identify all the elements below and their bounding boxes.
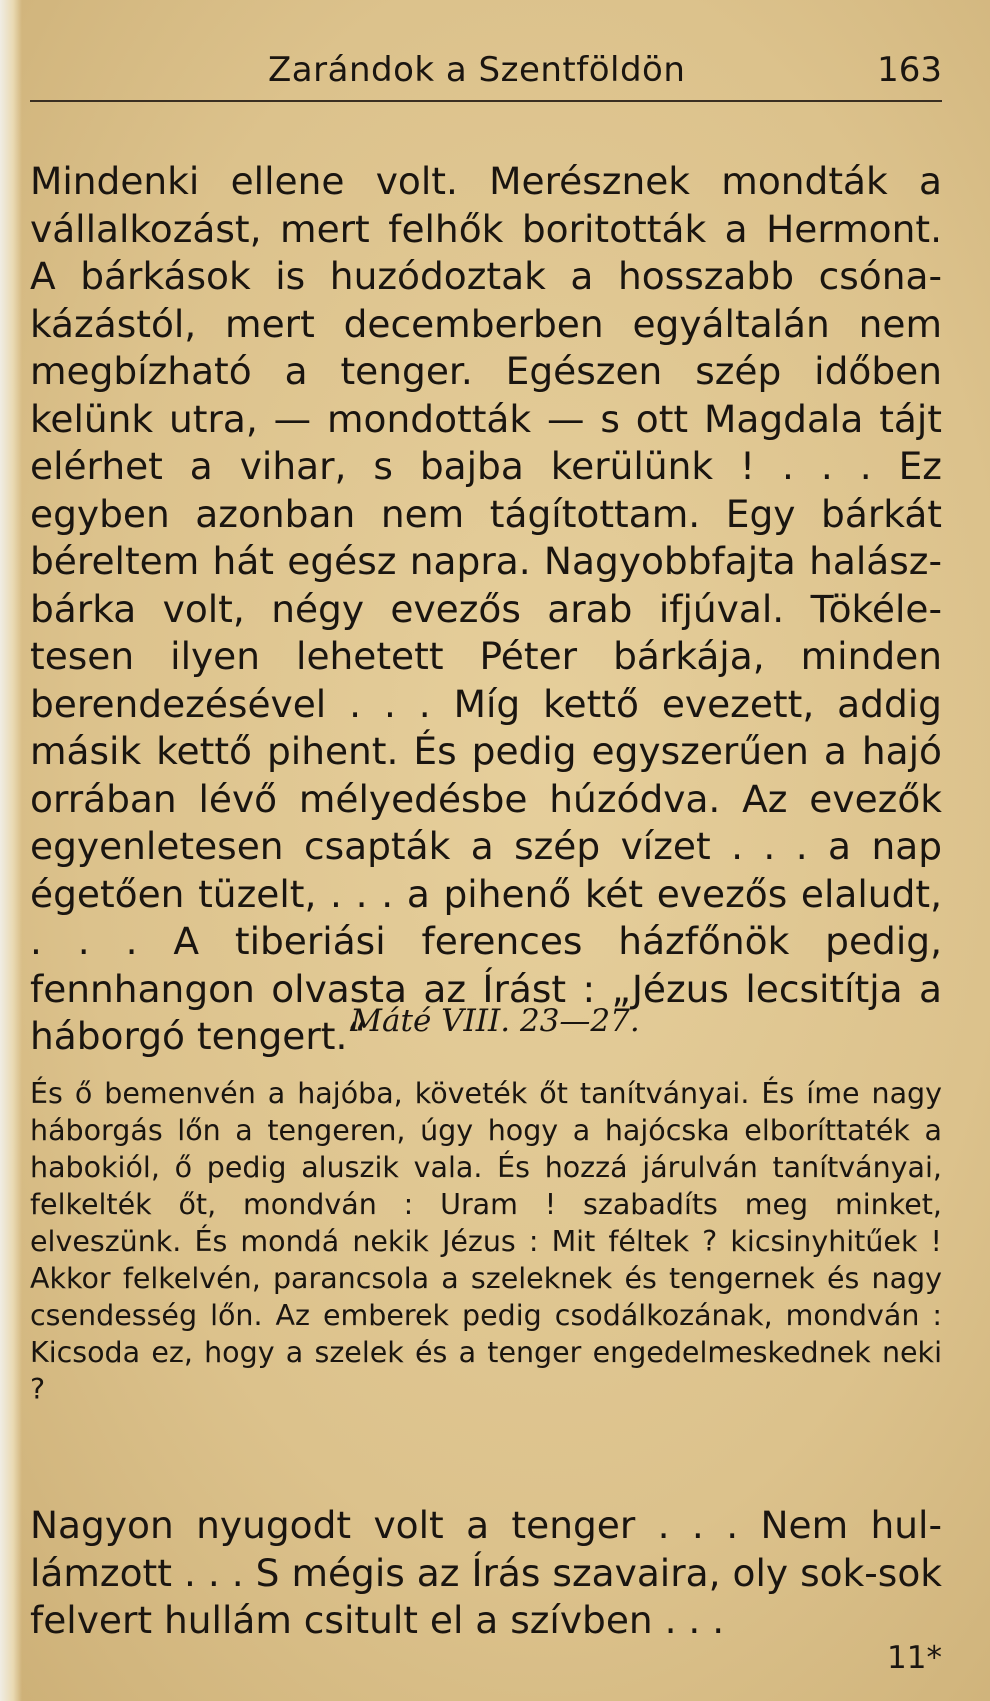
running-title: Zarándok a Szentföldön	[268, 50, 686, 90]
closing-paragraph: Nagyon nyugodt volt a tenger . . . Nem hullámzott . . . S mégis az Írás szavaira, oly sok-sok felvert hullám csitult el a szívben . . .	[30, 1503, 942, 1642]
main-paragraph: Mindenki ellene volt. Merésznek mondták a vállalkozást, mert felhők boritották a Hermont. A bárkások is huzódoztak a hosszabb csónakázástól, mert decemberben egyáltalán nem megbízható a tenger. Egészen szép időben kelünk utra, — mondották — s ott Magdala tájt elérhet a vihar, s bajba kerülünk ! . . . Ez egyben azonban nem tágítottam. Egy bárkát béreltem hát egész napra. Nagyobbfajta halászbárka volt, négy evezős arab ifjúval. Tökéletesen ilyen lehetett Péter bárkája, minden berendezésével . . . Míg kettő evezett, addig másik kettő pihent. És pedig egyszerűen a hajó orrában lévő mélyedésbe húzódva. Az evezők egyenletesen csapták a szép vízet . . . a nap égetően tüzelt, . . . a pihenő két evezős elaludt, . . . A tiberiási ferences házfőnök pedig, fennhangon olvasta az Írást : „Jézus lecsitítja a háborgó tengert.“	[30, 159, 942, 1058]
page-edge	[0, 0, 22, 1701]
page-number: 163	[877, 50, 942, 90]
bible-quote: És ő bemenvén a hajóba, követék őt tanítványai. És íme nagy háborgás lőn a tengeren, úgy hogy a hajócska elboríttaték a habokiól, ő pedig aluszik vala. És hozzá járulván tanítványai, felkelték őt, mondván : Uram ! szabadíts meg minket, elveszünk. És mondá nekik Jézus : Mit féltek ? kicsinyhitűek ! Akkor felkelvén, parancsola a szeleknek és tengernek és nagy csendesség lőn. Az emberek pedig csodálkozának, mondván : Kicsoda ez, hogy a szelek és a tenger engedelmeskednek neki ?	[30, 1077, 942, 1406]
bible-citation: Máté VIII. 23—27.	[350, 1003, 640, 1039]
header-rule	[30, 100, 942, 102]
signature-mark: 11*	[887, 1640, 942, 1676]
